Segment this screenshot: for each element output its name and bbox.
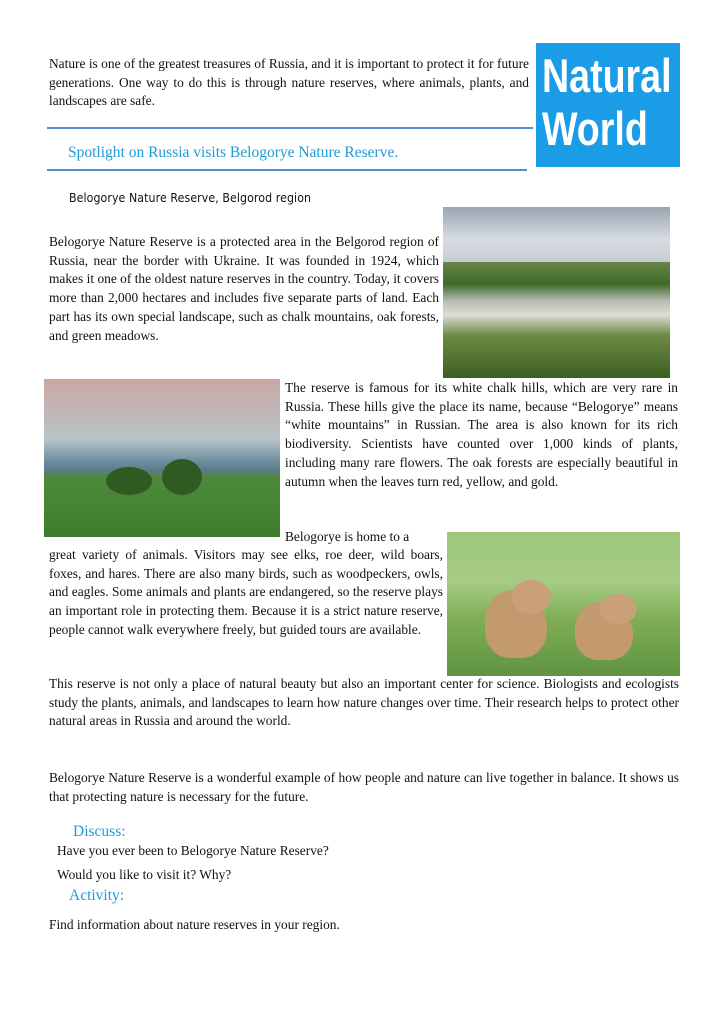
- spotlight-heading: Spotlight on Russia visits Belogorye Nature Reserve.: [68, 144, 399, 161]
- natural-world-logo: [536, 43, 680, 167]
- gophers-photo: [447, 532, 680, 676]
- chalk-hills-photo: [443, 207, 670, 378]
- top-divider: [47, 127, 533, 129]
- discuss-question: Would you like to visit it? Why?: [57, 867, 232, 882]
- paragraph-animals-start: Belogorye is home to a: [285, 529, 410, 544]
- logo-line-2: World: [542, 102, 648, 155]
- paragraph-conclusion: Belogorye Nature Reserve is a wonderful example of how people and nature can live together in balance. It shows us that protecting nature is necessary for the future.: [49, 770, 679, 804]
- paragraph-overview: Belogorye Nature Reserve is a protected area in the Belgorod region of Russia, near the border with Ukraine. It was founded in 1924, which makes it one of the oldest nature reserves in the country. Today, it covers more than 2,000 hectares and includes five separate parts of land. Each part has its own special landscape, such as chalk mountains, oak forests, and green meadows.: [49, 234, 439, 343]
- paragraph-chalk-hills: The reserve is famous for its white chalk hills, which are very rare in Russia. These hills give the place its name, because “Belogorye” means “white mountains” in Russian. The area is also known for its rich biodiversity. Scientists have counted over 1,000 kinds of plants, including many rare flowers. The oak forests are especially beautiful in autumn when the leaves turn red, yellow, and gold.: [285, 380, 678, 489]
- paragraph-science: This reserve is not only a place of natural beauty but also an important center for science. Biologists and ecologists study the plants, animals, and landscapes to learn how nature changes over time. Their research helps to protect other natural areas in Russia and around the world.: [49, 676, 679, 729]
- article-subheading: Belogorye Nature Reserve, Belgorod region: [69, 190, 312, 205]
- meadow-tree: [162, 459, 202, 495]
- discuss-heading: Discuss:: [73, 823, 126, 840]
- meadow-photo: [44, 379, 280, 537]
- logo-line-1: Natural: [542, 49, 672, 102]
- gopher-left-head: [511, 580, 551, 614]
- discuss-question: Have you ever been to Belogorye Nature Reserve?: [57, 843, 329, 858]
- photo-sky: [443, 207, 670, 262]
- paragraph-animals: great variety of animals. Visitors may see elks, roe deer, wild boars, foxes, and hares. There are also many birds, such as woodpeckers, owls, and eagles. Some animals and plants are endangered, so the reserve plays an important role in protecting them. Because it is a strict nature reserve, people cannot walk everywhere freely, but guided tours are available.: [49, 547, 443, 637]
- meadow-tree: [106, 467, 152, 495]
- activity-task: Find information about nature reserves in your region.: [49, 917, 340, 932]
- bottom-divider: [47, 169, 527, 171]
- gopher-right-head: [599, 594, 637, 624]
- activity-heading: Activity:: [69, 887, 125, 904]
- intro-paragraph: Nature is one of the greatest treasures of Russia, and it is important to protect it for future generations. One way to do this is through nature reserves, where animals, plants, and landscapes are safe.: [49, 56, 529, 109]
